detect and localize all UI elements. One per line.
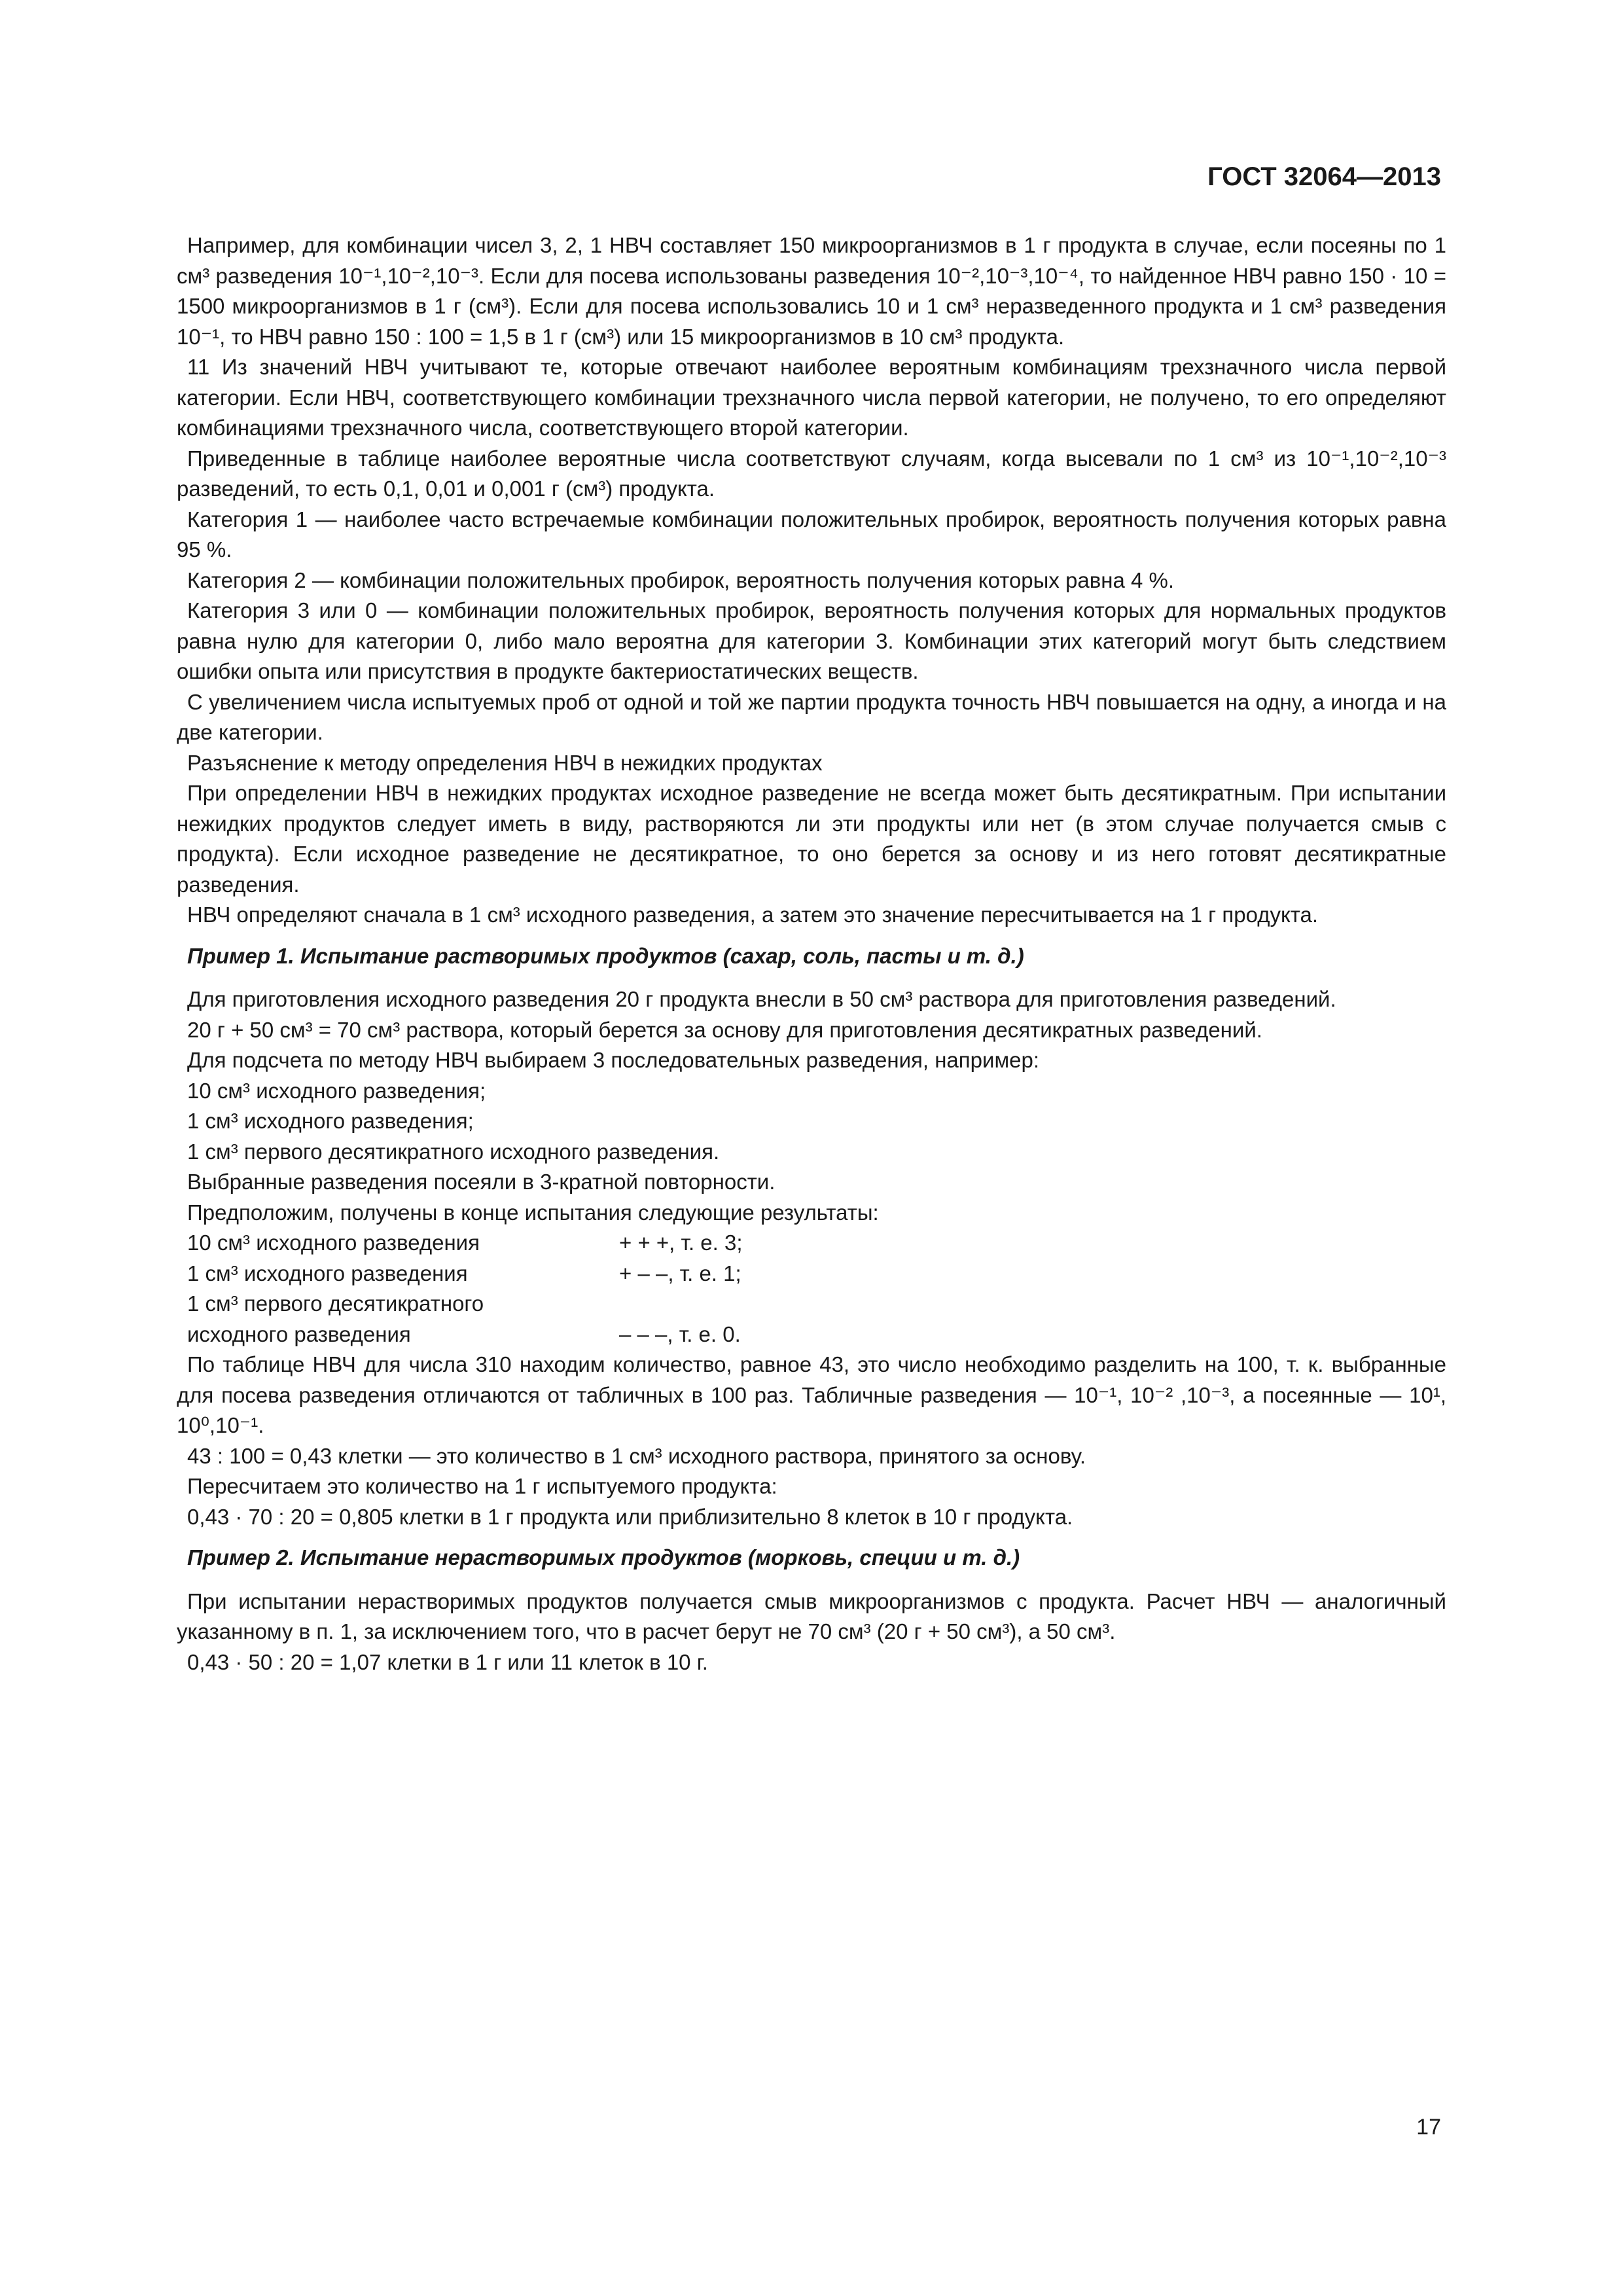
document-body bbox=[177, 230, 1446, 1677]
example-1-paragraph: По таблице НВЧ для числа 310 находим количество, равное 43, это число необходимо разделить на 100, т. к. выбранные для посева разведения отличаются от табличных в 100 раз. Табличные разведения — 10⁻¹, 10⁻² ,10⁻³, а посеянные — 10¹, 10⁰,10⁻¹. bbox=[177, 1352, 1446, 1437]
example-1-paragraph: Для подсчета по методу НВЧ выбираем 3 последовательных разведения, например: bbox=[187, 1048, 1040, 1072]
results-label: исходного разведения bbox=[187, 1321, 411, 1346]
results-row bbox=[187, 1259, 1446, 1289]
example-1-list-item: 1 см³ исходного разведения; bbox=[187, 1109, 474, 1133]
example-1-title: Пример 1. Испытание растворимых продуктов (сахар, соль, пасты и т. д.) bbox=[187, 943, 1024, 968]
results-label: 10 см³ исходного разведения bbox=[187, 1230, 480, 1255]
example-1-paragraph: 0,43 · 70 : 20 = 0,805 клетки в 1 г продукта или приблизительно 8 клеток в 10 г продукта. bbox=[187, 1504, 1073, 1529]
example-2-paragraph: 0,43 · 50 : 20 = 1,07 клетки в 1 г или 11 клеток в 10 г. bbox=[187, 1649, 708, 1674]
results-label: 1 см³ исходного разведения bbox=[187, 1261, 468, 1285]
paragraph-table-note: Приведенные в таблице наиболее вероятные числа соответствуют случаям, когда высевали по 1 см³ из 10⁻¹,10⁻²,10⁻³ разведений, то есть 0,1, 0,01 и 0,001 г (см³) продукта. bbox=[177, 446, 1446, 501]
example-1-paragraph: Выбранные разведения посеяли в 3-кратной повторности. bbox=[187, 1170, 776, 1194]
example-1-paragraph: 43 : 100 = 0,43 клетки — это количество в 1 см³ исходного раствора, принятого за основу. bbox=[187, 1443, 1086, 1468]
example-1-list-item: 1 см³ первого десятикратного исходного разведения. bbox=[187, 1139, 720, 1164]
results-value: – – –, т. е. 0. bbox=[619, 1321, 741, 1346]
example-1-list-item: 10 см³ исходного разведения; bbox=[187, 1078, 486, 1103]
example-1-paragraph: Для приготовления исходного разведения 20 г продукта внесли в 50 см³ раствора для приготовления разведений. bbox=[187, 987, 1336, 1011]
example-1-paragraph: Предположим, получены в конце испытания следующие результаты: bbox=[187, 1200, 879, 1225]
paragraph-recalculation: НВЧ определяют сначала в 1 см³ исходного разведения, а затем это значение пересчитывается на 1 г продукта. bbox=[187, 903, 1319, 927]
paragraph-item-11: 11 Из значений НВЧ учитывают те, которые отвечают наиболее вероятным комбинациям трехзначного числа первой категории. Если НВЧ, соответствующего комбинации трехзначного числа первой категории, не получено, то его определяют комбинациями трехзначного числа, соответствующего второй категории. bbox=[177, 355, 1446, 440]
paragraph-example-calculation: Например, для комбинации чисел 3, 2, 1 НВЧ составляет 150 микроорганизмов в 1 г продукта в случае, если посеяны по 1 см³ разведения 10⁻¹,10⁻²,10⁻³. Если для посева использованы разведения 10⁻²,10⁻³,10⁻⁴, то найденное НВЧ равно 150 · 10 = 1500 микроорганизмов в 1 г (см³). Если для посева использовались 10 и 1 см³ неразведенного продукта и 1 см³ разведения 10⁻¹, то НВЧ равно 150 : 100 = 1,5 в 1 г (см³) или 15 микроорганизмов в 10 см³ продукта. bbox=[177, 233, 1446, 349]
results-value: + + +, т. е. 3; bbox=[619, 1230, 743, 1255]
results-row bbox=[187, 1319, 1446, 1350]
paragraph-accuracy: С увеличением числа испытуемых проб от одной и той же партии продукта точность НВЧ повышается на одну, а иногда и на две категории. bbox=[177, 689, 1446, 744]
paragraph-explanation-heading: Разъяснение к методу определения НВЧ в нежидких продуктах bbox=[187, 750, 823, 775]
paragraph-non-liquid: При определении НВЧ в нежидких продуктах исходное разведение не всегда может быть десятикратным. При испытании нежидких продуктов следует иметь в виду, растворяются ли эти продукты или нет (в этом случае получается смыв с продукта). Если исходное разведение не десятикратное, то оно берется за основу и из него готовят десятикратные разведения. bbox=[177, 781, 1446, 897]
page-number: 17 bbox=[1416, 2115, 1441, 2140]
results-row bbox=[187, 1289, 1446, 1319]
example-2-title: Пример 2. Испытание нерастворимых продуктов (морковь, специи и т. д.) bbox=[187, 1545, 1020, 1570]
paragraph-category-1: Категория 1 — наиболее часто встречаемые комбинации положительных пробирок, вероятность получения которых равна 95 %. bbox=[177, 507, 1446, 562]
results-value: + – –, т. е. 1; bbox=[619, 1261, 741, 1285]
example-2-paragraph: При испытании нерастворимых продуктов получается смыв микроорганизмов с продукта. Расчет НВЧ — аналогичный указанному в п. 1, за исключением того, что в расчет берут не 70 см³ (20 г + 50 см³), а 50 см³. bbox=[177, 1588, 1446, 1643]
results-label: 1 см³ первого десятикратного bbox=[187, 1291, 484, 1316]
paragraph-category-2: Категория 2 — комбинации положительных пробирок, вероятность получения которых равна 4 %. bbox=[187, 567, 1175, 592]
example-1-paragraph: Пересчитаем это количество на 1 г испытуемого продукта: bbox=[187, 1474, 777, 1498]
document-id-header: ГОСТ 32064—2013 bbox=[1207, 162, 1441, 191]
example-1-paragraph: 20 г + 50 см³ = 70 см³ раствора, который берется за основу для приготовления десятикратных разведений. bbox=[187, 1017, 1262, 1042]
results-table bbox=[177, 1228, 1446, 1350]
results-row bbox=[187, 1228, 1446, 1259]
paragraph-category-3: Категория 3 или 0 — комбинации положительных пробирок, вероятность получения которых для нормальных продуктов равна нулю для категории 0, либо мало вероятна для категории 3. Комбинации этих категорий могут быть следствием ошибки опыта или присутствия в продукте бактериостатических веществ. bbox=[177, 598, 1446, 683]
results-value bbox=[619, 1289, 1446, 1319]
